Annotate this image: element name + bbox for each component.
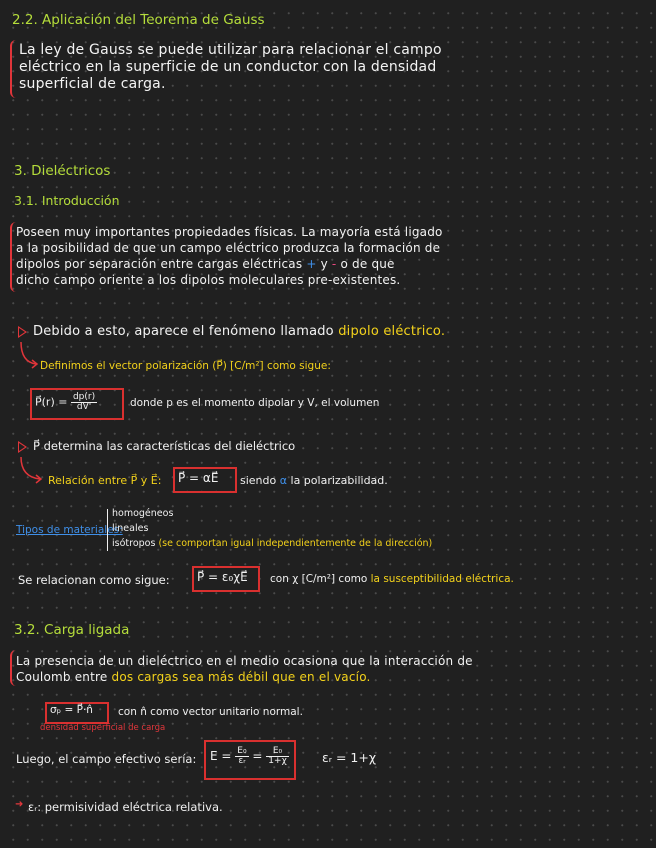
fraction [71, 393, 97, 412]
highlight-text: la susceptibilidad eléctrica. [370, 573, 514, 585]
list-item [112, 536, 432, 551]
luego-text: Luego, el campo efectivo sería: [16, 752, 197, 766]
denominator: dV' [76, 402, 92, 412]
text: Debido a esto, aparece el fenómeno llamado [33, 324, 334, 339]
paragraph-line: La presencia de un dieléctrico en el medio ocasiona que la interacción de [16, 654, 473, 668]
minus-sign: - [331, 257, 337, 271]
numerator: E₀ [237, 746, 247, 756]
formula-p-alpha-e: P⃗ = αE⃗ [178, 471, 219, 485]
paragraph-gauss [19, 42, 442, 93]
denominator: εᵣ [238, 756, 246, 766]
dipolo-line [33, 324, 445, 339]
formula-lhs: E = [210, 749, 232, 763]
text: y [320, 257, 328, 271]
def-polarization: Definimos el vector polarización (P⃗) [C/m²] como sigue: [40, 360, 331, 372]
eps-r-formula: εᵣ = 1+χ [322, 750, 377, 765]
list-item: homogéneos [112, 508, 174, 519]
equals: = [252, 749, 263, 763]
numerator: E₀ [266, 747, 288, 757]
formula-p-eps-chi-e: P⃗ = ε₀χE⃗ [197, 570, 248, 584]
tipos-list [112, 506, 432, 551]
text: isótropos [112, 538, 156, 549]
list-item: lineales [112, 523, 149, 534]
highlight-text: dipolo eléctrico. [338, 324, 446, 339]
iso-note: (se comportan igual independientemente de la dirección) [158, 538, 433, 549]
section-title-3-1: 3.1. Introducción [14, 193, 120, 208]
section-title-3: 3. Dieléctricos [14, 163, 111, 179]
curved-arrow-icon [18, 340, 40, 370]
formula-lhs: P⃗(r) = [35, 395, 68, 409]
highlight-text: dos cargas sea más débil que en el vacío. [111, 670, 371, 684]
fraction [266, 747, 288, 766]
triangle-arrow-icon [18, 326, 27, 338]
text: dipolos por separación entre cargas eléctricas [16, 257, 303, 271]
paragraph-line [16, 256, 443, 272]
paragraph-line: eléctrico en la superficie de un conductor con la densidad [19, 59, 437, 75]
susceptibilidad-line [270, 573, 514, 585]
text: la polarizabilidad. [290, 474, 388, 487]
sigma-label: densidad superficial de carga [40, 723, 166, 733]
section-title-3-2: 3.2. Carga ligada [14, 622, 130, 638]
relacion-label: Relación entre P⃗ y E⃗: [48, 474, 162, 487]
paragraph-line: dicho campo oriente a los dipolos moleculares pre-existentes. [16, 273, 401, 287]
paragraph-line: Poseen muy importantes propiedades físicas. La mayoría está ligado [16, 225, 443, 239]
paragraph-line [16, 669, 473, 685]
paragraph-carga [16, 653, 473, 685]
text: con χ [C/m²] como [270, 573, 368, 585]
plus-sign: + [306, 257, 317, 271]
bracket [107, 509, 108, 551]
paragraph-line: La ley de Gauss se puede utilizar para relacionar el campo [19, 42, 442, 58]
text: o de que [340, 257, 395, 271]
text: siendo [240, 474, 277, 487]
relacion-text: Se relacionan como sigue: [18, 573, 170, 587]
paragraph-line: a la posibilidad de que un campo eléctrico produzca la formación de [16, 241, 441, 255]
efield-formula [210, 747, 289, 766]
formula-note: donde p es el momento dipolar y V, el volumen [130, 397, 380, 409]
paragraph-intro [16, 224, 443, 288]
section-title-2-2: 2.2. Aplicación del Teorema de Gauss [12, 12, 265, 28]
red-brace [10, 40, 18, 98]
permisividad-text: εᵣ: permisividad eléctrica relativa. [28, 800, 223, 814]
polarization-formula [35, 393, 97, 412]
triangle-arrow-icon [18, 441, 27, 453]
text: Coulomb entre [16, 670, 108, 684]
arrow-icon: ➜ [15, 799, 24, 810]
tipos-label: Tipos de materiales: [16, 524, 123, 536]
paragraph-line: superficial de carga. [19, 76, 166, 92]
alpha-symbol: α [279, 474, 288, 487]
sigma-note: con n̂ como vector unitario normal. [118, 706, 303, 718]
curved-arrow-icon [18, 455, 46, 485]
caract-line: P⃗ determina las características del dieléctrico [33, 439, 296, 453]
sigma-formula: σₚ = P⃗·n̂ [50, 704, 93, 716]
fraction [235, 747, 248, 766]
siendo-line [240, 474, 388, 487]
denominator: 1+χ [268, 756, 287, 766]
numerator: dp(r) [72, 392, 96, 402]
